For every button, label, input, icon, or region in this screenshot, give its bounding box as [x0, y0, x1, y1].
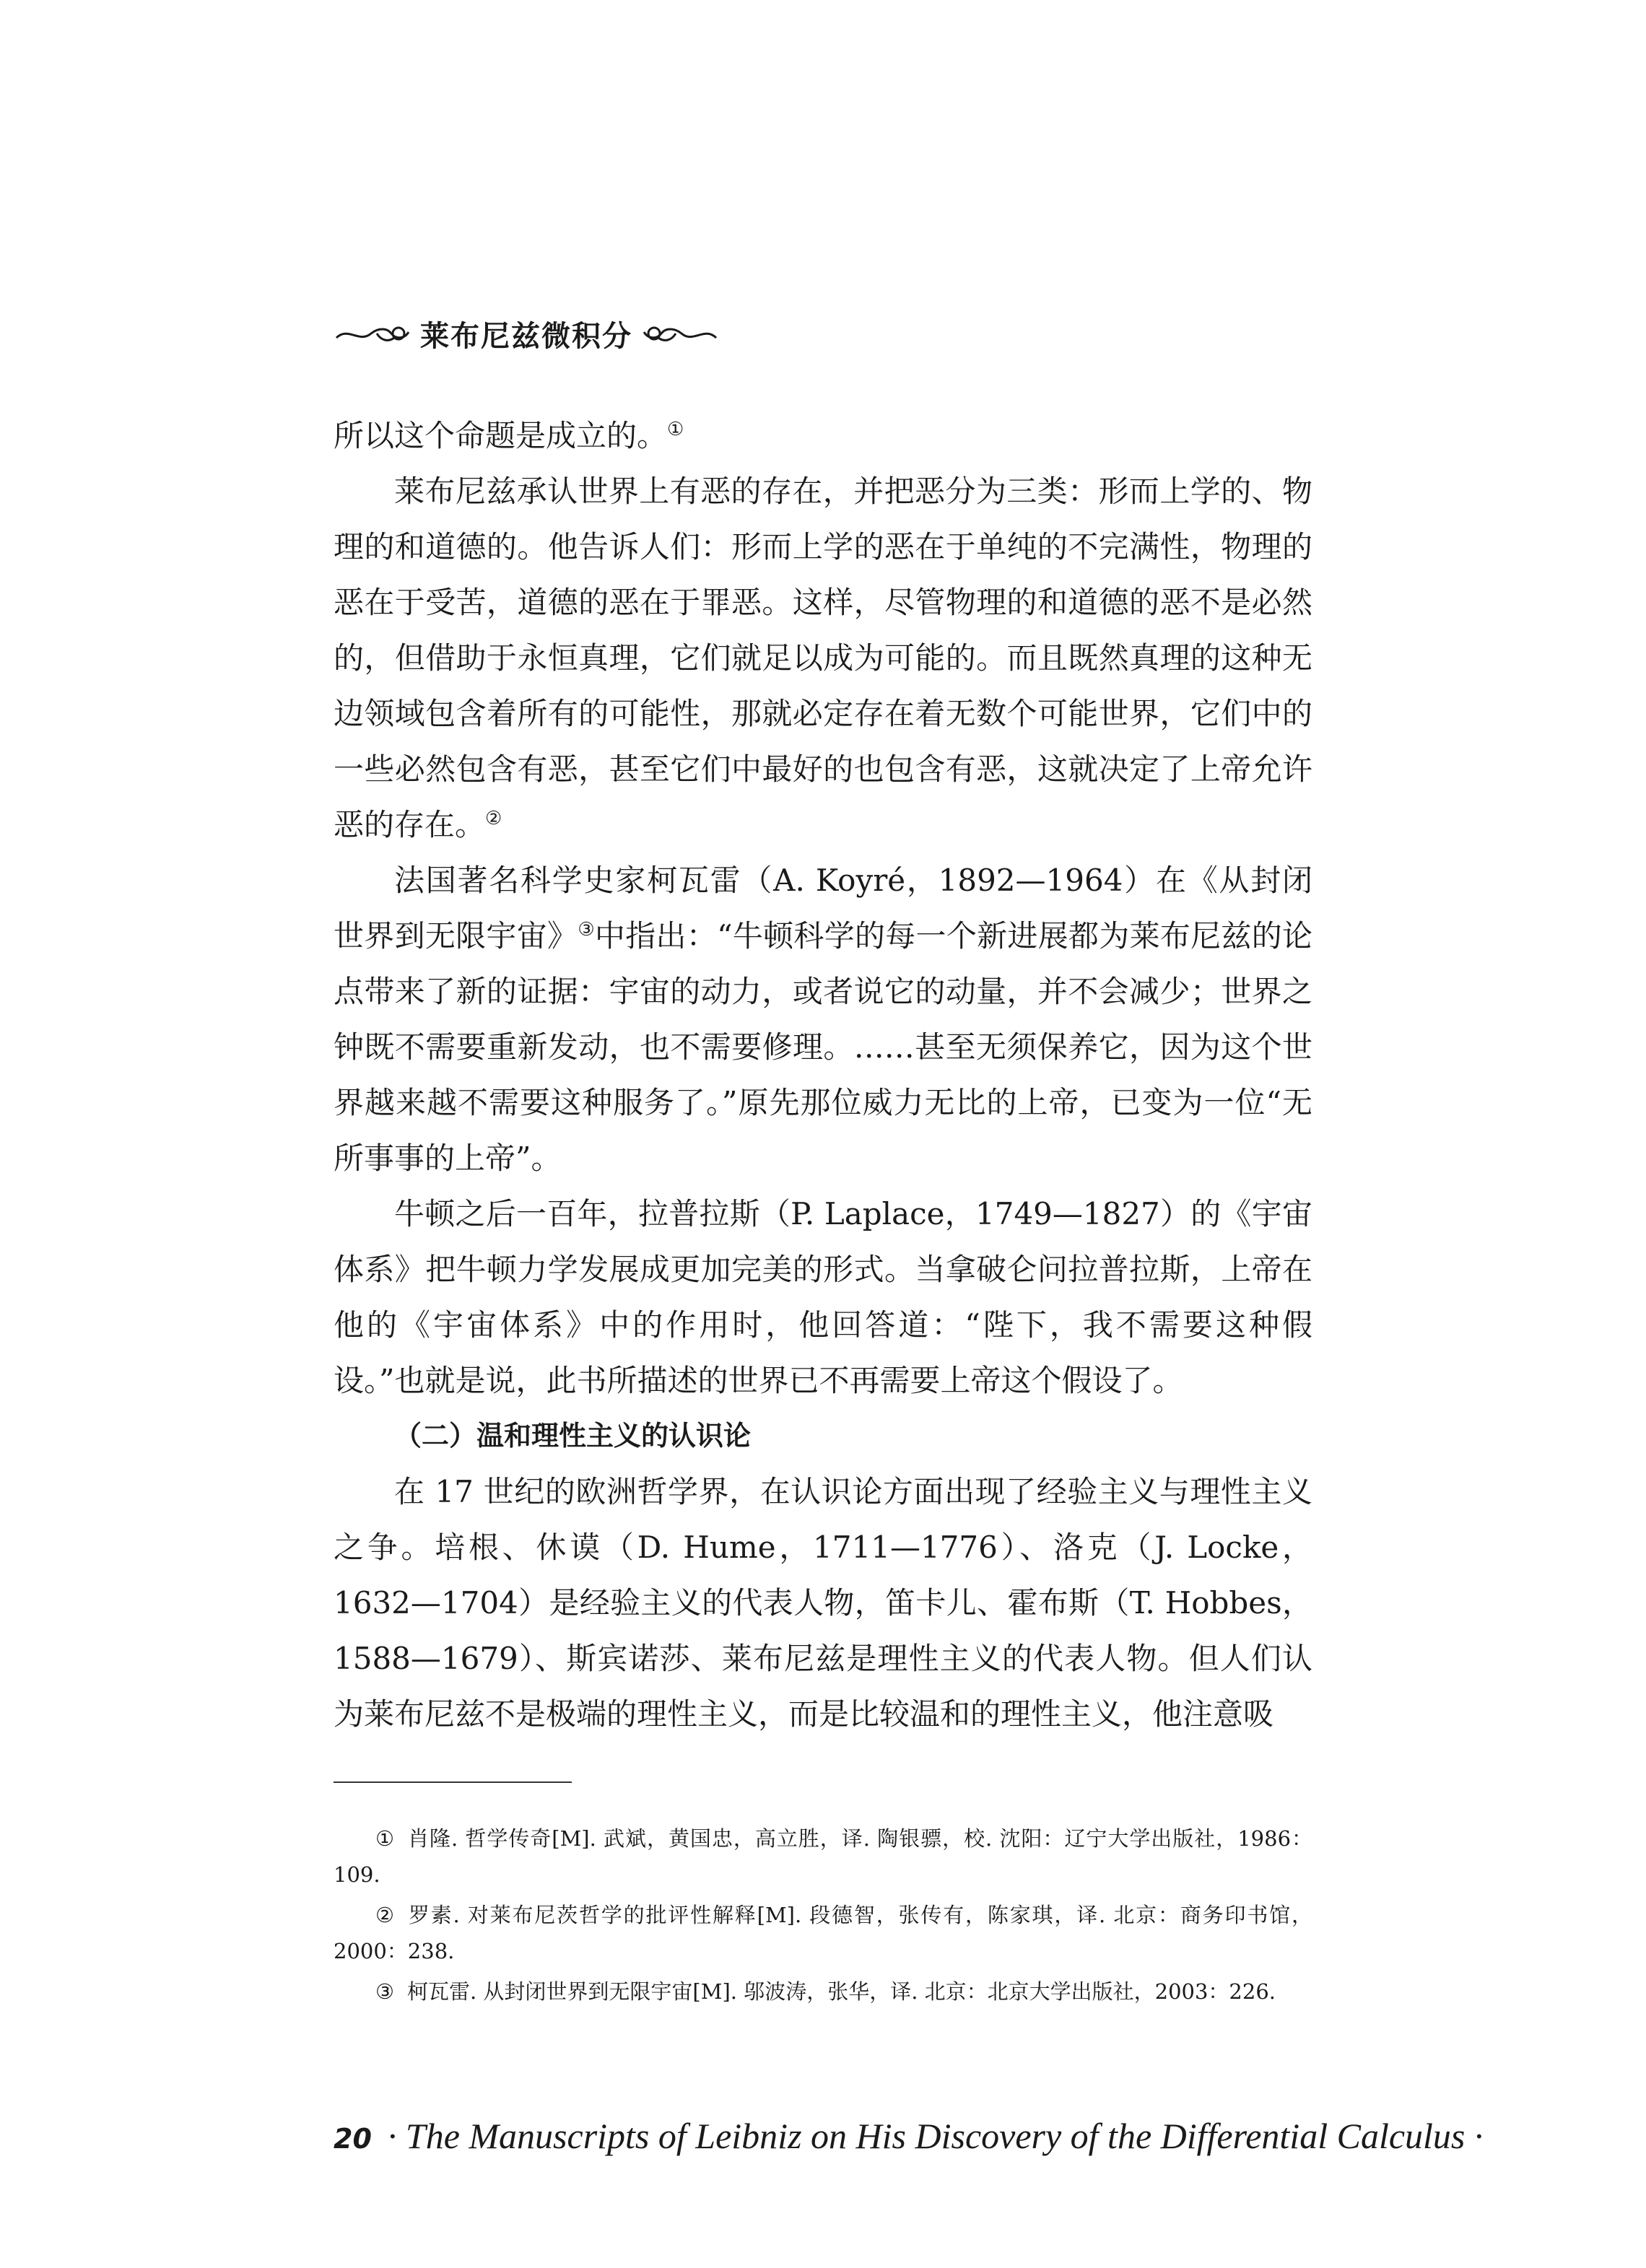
paragraph: [334, 408, 1312, 463]
footnote-ref[interactable]: ②: [485, 808, 502, 829]
paragraph: [334, 852, 1312, 1186]
running-header: [334, 312, 719, 355]
body-text: [334, 408, 1312, 1742]
paragraph-text: 所以这个命题是成立的。: [334, 418, 668, 453]
footnote: [334, 1897, 1312, 1969]
footnote-number: ①: [375, 1826, 395, 1851]
footnote-number: ③: [375, 1979, 394, 2004]
paragraph: [334, 1464, 1312, 1742]
paragraph: [334, 1186, 1312, 1408]
left-flourish-ornament: [334, 319, 413, 348]
paragraph-text: 在 17 世纪的欧洲哲学界，在认识论方面出现了经验主义与理性主义之争。培根、休谟（D. Hume，1711—1776）、洛克（J. Locke，1632—1704）是经验主义的代表人物，笛卡儿、霍布斯（T. Hobbes，1588—1679）、斯宾诺莎、莱布尼兹是理性主义的代表人物。但人们认为莱布尼兹不是极端的理性主义，而是比较温和的理性主义，他注意吸: [334, 1474, 1312, 1732]
footnote-text: 柯瓦雷. 从封闭世界到无限宇宙[M]. 邬波涛，张华，译. 北京：北京大学出版社，2003：226.: [407, 1979, 1276, 2004]
paragraph-text: 中指出：“牛顿科学的每一个新进展都为莱布尼兹的论点带来了新的证据：宇宙的动力，或者说它的动量，并不会减少；世界之钟既不需要重新发动，也不需要修理。……甚至无须保养它，因为这个世界越来越不需要这种服务了。”原先那位威力无比的上帝，已变为一位“无所事事的上帝”。: [334, 918, 1312, 1176]
page-number: 20: [334, 2123, 372, 2155]
paragraph-text: 莱布尼兹承认世界上有恶的存在，并把恶分为三类：形而上学的、物理的和道德的。他告诉人们：形而上学的恶在于单纯的不完满性，物理的恶在于受苦，道德的恶在于罪恶。这样，尽管物理的和道德的恶不是必然的，但借助于永恒真理，它们就足以成为可能的。而且既然真理的这种无边领域包含着所有的可能性，那就必定存在着无数个可能世界，它们中的一些必然包含有恶，甚至它们中最好的也包含有恶，这就决定了上帝允许恶的存在。: [334, 474, 1312, 842]
right-flourish-ornament: [640, 319, 719, 348]
footnote-text: 罗素. 对莱布尼茨哲学的批评性解释[M]. 段德智，张传有，陈家琪，译. 北京：商务印书馆，2000：238.: [334, 1903, 1313, 1963]
section-heading: （二）温和理性主义的认识论: [394, 1420, 752, 1452]
footnote-divider: [334, 1781, 572, 1783]
footnote-number: ②: [375, 1903, 396, 1927]
footnote-ref[interactable]: ①: [667, 419, 684, 440]
paragraph-text: 牛顿之后一百年，拉普拉斯（P. Laplace，1749—1827）的《宇宙体系》把牛顿力学发展成更加完美的形式。当拿破仑问拉普拉斯，上帝在他的《宇宙体系》中的作用时，他回答道：“陛下，我不需要这种假设。”也就是说，此书所描述的世界已不再需要上帝这个假设了。: [334, 1196, 1312, 1398]
paragraph-text: 法国著名科学史家柯瓦雷（A. Koyré，1892—1964）在《从封闭世界到无限宇宙》: [334, 863, 1312, 954]
running-header-title: 莱布尼兹微积分: [420, 319, 632, 353]
footnote-ref[interactable]: ③: [578, 919, 595, 941]
footnotes: [334, 1820, 1312, 2014]
footer-book-title: · The Manuscripts of Leibniz on His Discovery of the Differential Calculus ·: [387, 2116, 1484, 2156]
paragraph: [334, 463, 1312, 852]
footnote: [334, 1820, 1312, 1893]
footnote: [334, 1973, 1312, 2010]
footnote-text: 肖隆. 哲学传奇[M]. 武斌，黄国忠，高立胜，译. 陶银骠，校. 沈阳：辽宁大学出版社，1986：109.: [334, 1826, 1313, 1887]
page-footer: [334, 2115, 1483, 2157]
